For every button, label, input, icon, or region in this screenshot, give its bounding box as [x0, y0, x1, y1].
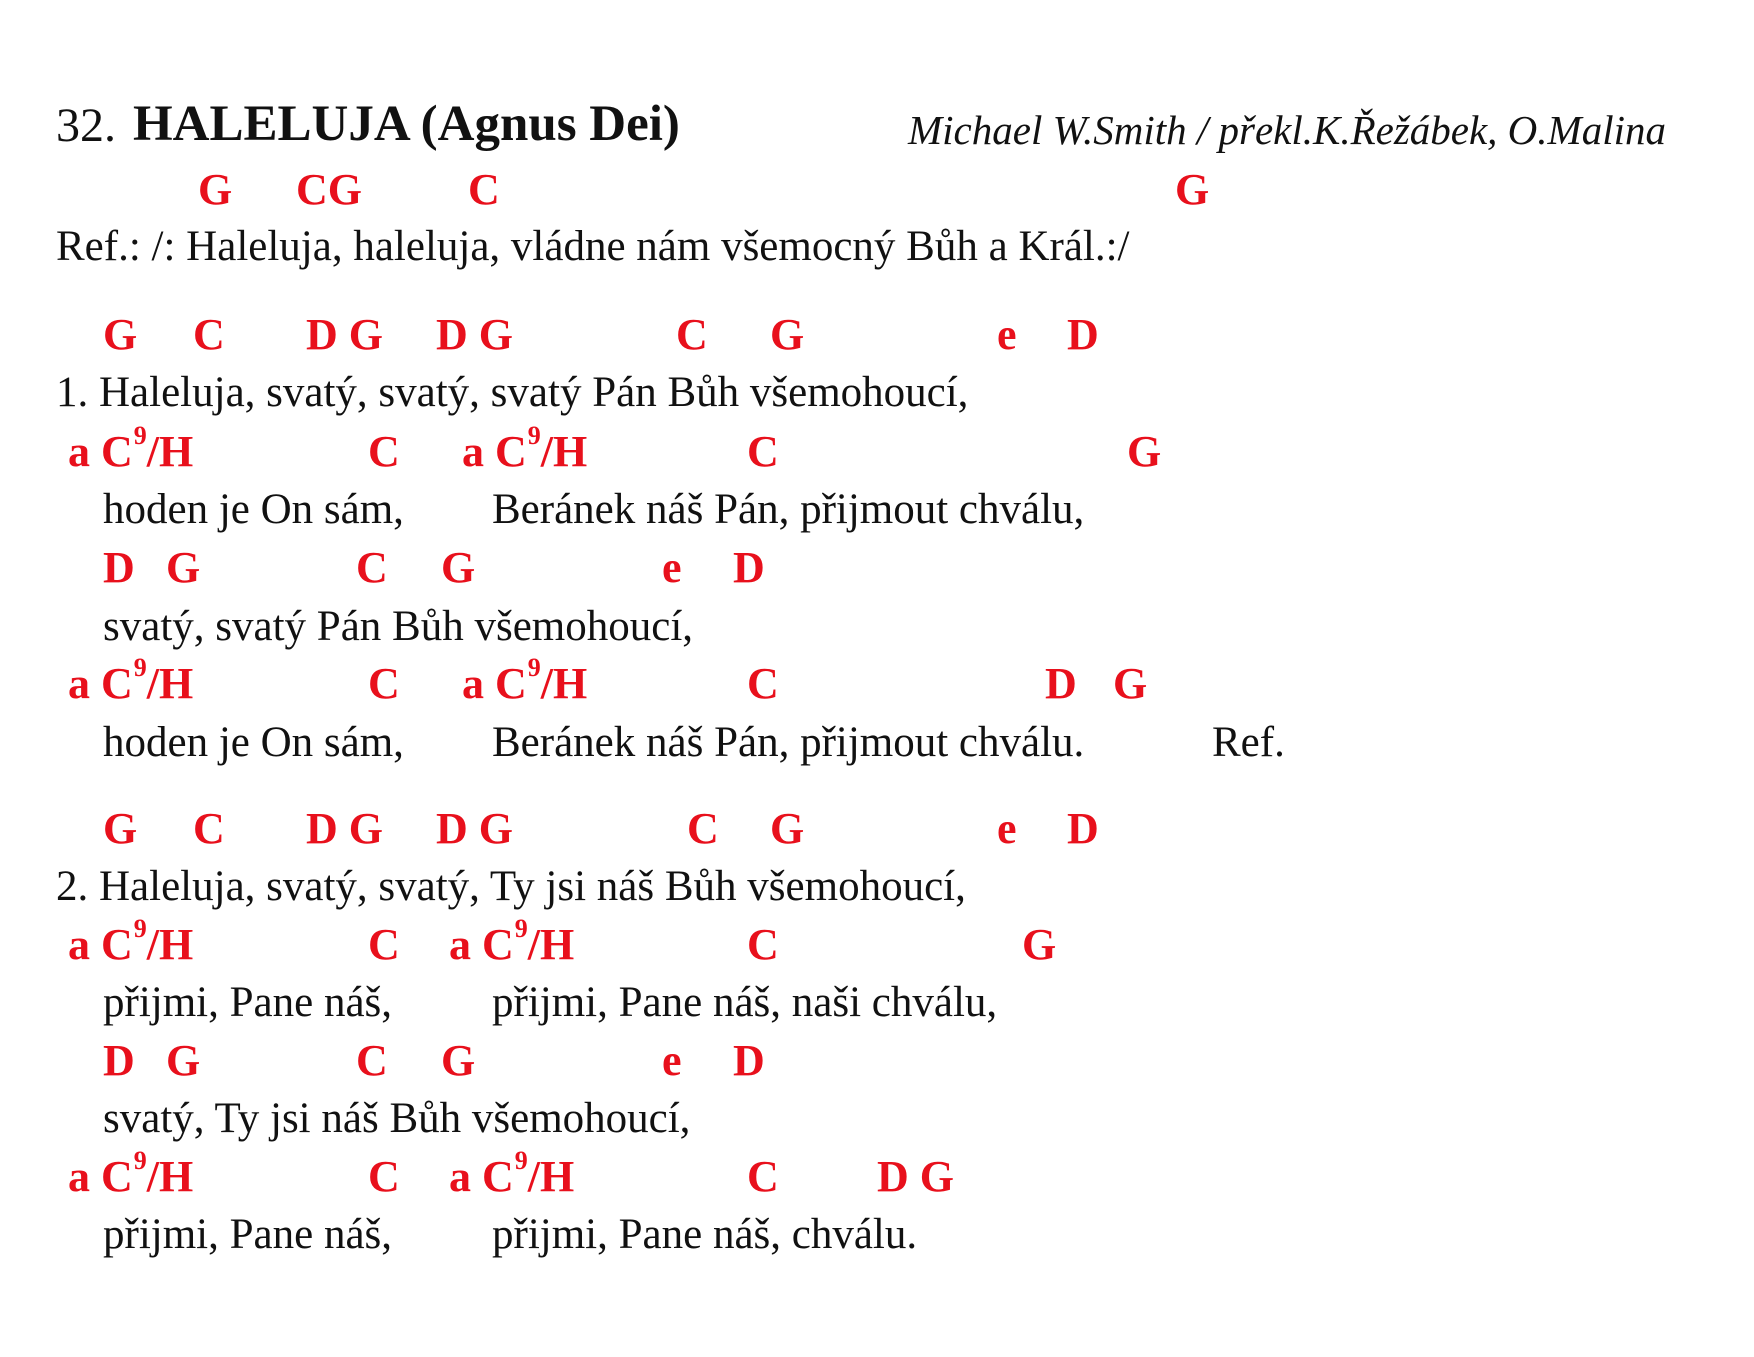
chord: G: [1113, 659, 1148, 708]
verse-2-line-2b: přijmi, Pane náš, naši chválu,: [492, 979, 998, 1026]
chord: CG: [296, 165, 362, 214]
verse-2-line-3: svatý, Ty jsi náš Bůh všemohoucí,: [103, 1095, 691, 1142]
chord: D: [1067, 804, 1099, 853]
chord: D: [733, 1036, 765, 1085]
chord: G: [103, 310, 138, 359]
chord: a $C^9/H$: [68, 653, 194, 708]
chord: D G: [306, 804, 383, 853]
chord: G: [166, 543, 201, 592]
chord: C: [356, 1036, 388, 1085]
chord: G: [441, 1036, 476, 1085]
chord: C: [356, 543, 388, 592]
chord: e: [997, 804, 1017, 853]
chord: D G: [877, 1152, 954, 1201]
chord: C: [368, 659, 400, 708]
chord: C: [193, 310, 225, 359]
chord: C: [687, 804, 719, 853]
chord: D G: [436, 310, 513, 359]
verse-1-line-2b: Beránek náš Pán, přijmout chválu,: [492, 486, 1085, 533]
chord: D: [103, 1036, 135, 1085]
verse-2-line-4b: přijmi, Pane náš, chválu.: [492, 1211, 918, 1258]
chord: G: [770, 804, 805, 853]
chord: D: [1067, 310, 1099, 359]
chord: G: [166, 1036, 201, 1085]
chord: C: [747, 659, 779, 708]
chord: e: [662, 543, 682, 592]
chord: C: [368, 920, 400, 969]
chord: a $C^9/H$: [449, 1146, 575, 1201]
chord: C: [193, 804, 225, 853]
song-title: HALELUJA (Agnus Dei): [133, 96, 680, 152]
chord: G: [1175, 165, 1210, 214]
refrain-line: Ref.: /: Haleluja, haleluja, vládne nám všemocný Bůh a Král.:/: [56, 223, 1130, 270]
chord: C: [368, 427, 400, 476]
chord: a $C^9/H$: [68, 1146, 194, 1201]
chord: e: [997, 310, 1017, 359]
chord: D: [1045, 659, 1077, 708]
chord: a $C^9/H$: [449, 914, 575, 969]
chord: C: [468, 165, 500, 214]
chord: a $C^9/H$: [68, 421, 194, 476]
chord: G: [1127, 427, 1162, 476]
chord: C: [747, 920, 779, 969]
chord: G: [441, 543, 476, 592]
verse-2-line-1: 2. Haleluja, svatý, svatý, Ty jsi náš Bůh všemohoucí,: [56, 863, 966, 910]
verse-2-line-4a: přijmi, Pane náš,: [103, 1211, 393, 1258]
chord: G: [1022, 920, 1057, 969]
chord: D G: [436, 804, 513, 853]
chord: a $C^9/H$: [68, 914, 194, 969]
chord: C: [747, 1152, 779, 1201]
chord: a $C^9/H$: [462, 653, 588, 708]
chord: C: [747, 427, 779, 476]
verse-1-line-2a: hoden je On sám,: [103, 486, 404, 533]
verse-2-line-2a: přijmi, Pane náš,: [103, 979, 393, 1026]
chord: G: [198, 165, 233, 214]
verse-1-line-1: 1. Haleluja, svatý, svatý, svatý Pán Bůh všemohoucí,: [56, 369, 969, 416]
verse-1-line-3: svatý, svatý Pán Bůh všemohoucí,: [103, 603, 694, 650]
chord: D G: [306, 310, 383, 359]
chord: D: [733, 543, 765, 592]
verse-1-line-4a: hoden je On sám,: [103, 719, 404, 766]
ref-marker: Ref.: [1212, 719, 1285, 766]
chord: G: [770, 310, 805, 359]
chord: D: [103, 543, 135, 592]
chord: G: [103, 804, 138, 853]
song-number: 32.: [56, 99, 116, 152]
chord: C: [676, 310, 708, 359]
chord: C: [368, 1152, 400, 1201]
verse-1-line-4b: Beránek náš Pán, přijmout chválu.: [492, 719, 1085, 766]
chord: a $C^9/H$: [462, 421, 588, 476]
chord: e: [662, 1036, 682, 1085]
song-author: Michael W.Smith / překl.K.Řežábek, O.Malina: [908, 107, 1666, 153]
